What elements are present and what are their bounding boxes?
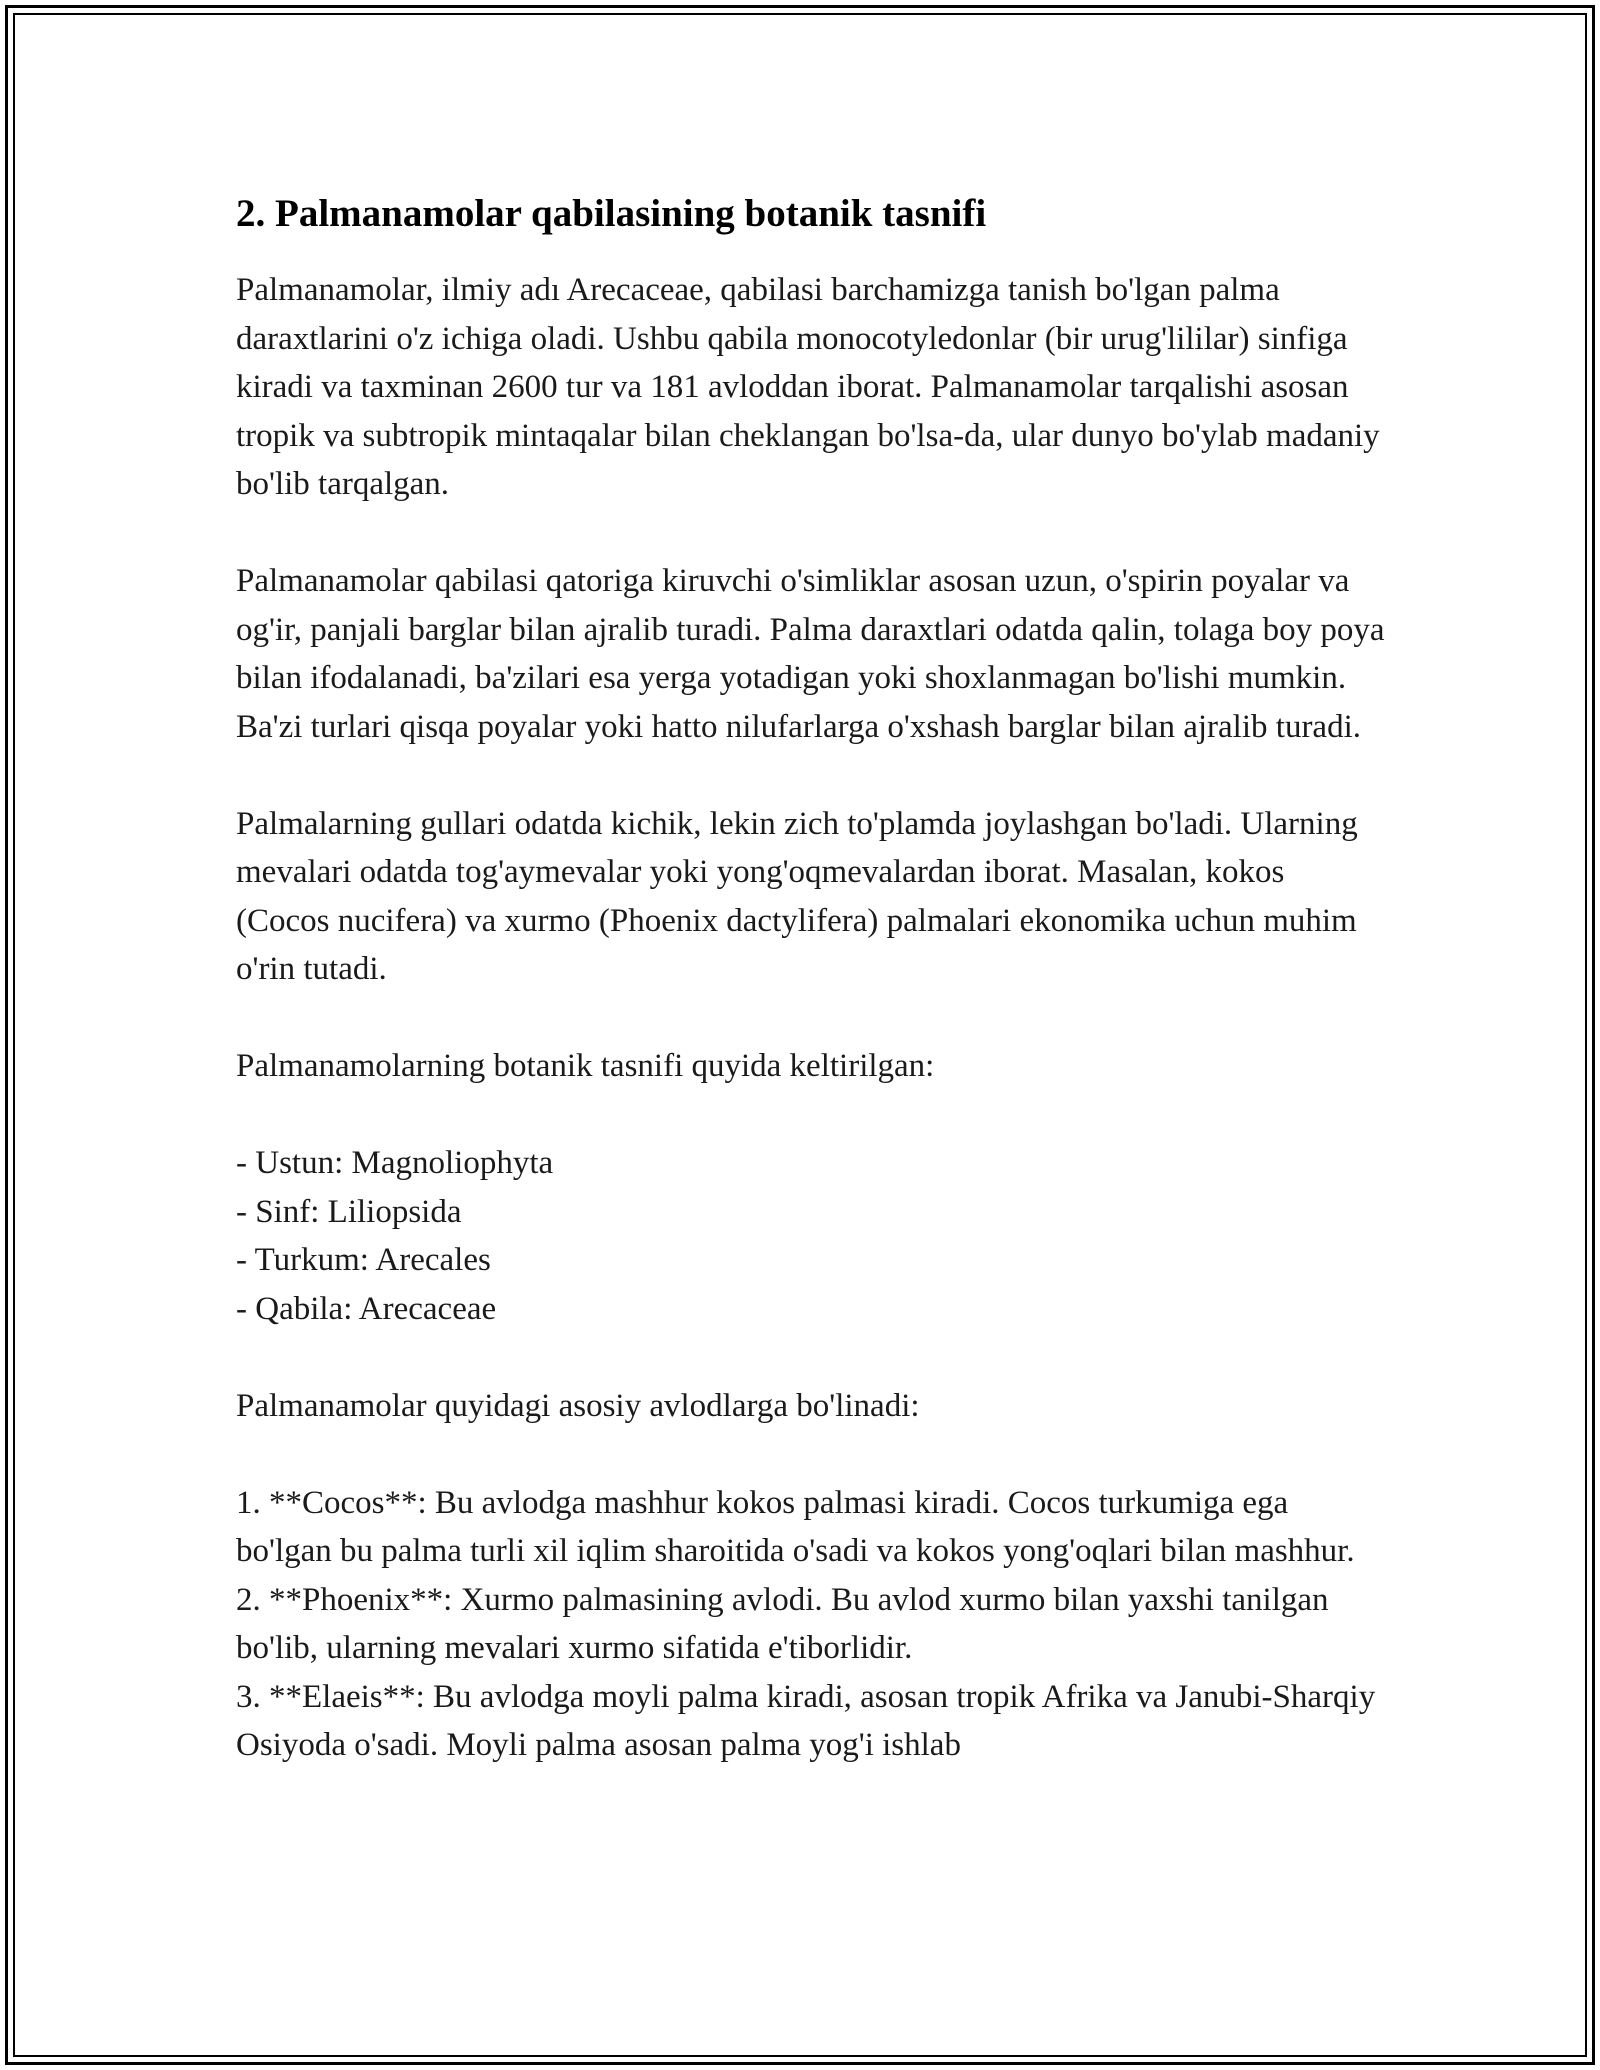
paragraph-classification-intro: Palmanamolarning botanik tasnifi quyida keltirilgan:: [236, 1048, 935, 1084]
paragraph-morphology: Palmanamolar qabilasi qatoriga kiruvchi o'simliklar asosan uzun, o'spirin poyalar va og'ir, panjali barglar bilan ajralib turadi. Palma daraxtlari odatda qalin, tolaga boy poya bilan ifodalanadi, ba'zilari esa yerga yotadigan yoki shoxlanmagan bo'lishi mumkin. Ba'zi turlari qisqa poyalar yoki hatto nilufarlarga o'xshash barglar bilan ajralib turadi.: [236, 563, 1385, 745]
classification-item: - Turkum: Arecales: [236, 1242, 491, 1278]
classification-item: - Qabila: Arecaceae: [236, 1290, 497, 1327]
paragraph-genera-intro: Palmanamolar quyidagi asosiy avlodlarga bo'linadi:: [236, 1387, 920, 1424]
paragraph-flowers-fruits: Palmalarning gullari odatda kichik, lekin zich to'plamda joylashgan bo'ladi. Ularning mevalari odatda tog'aymevalar yoki yong'oqmevalardan iborat. Masalan, kokos (Cocos nucifera) va xurmo (Phoenix dactylifera) palmalari ekonomika uchun muhim o'rin tutadi.: [236, 805, 1358, 987]
section-heading: 2. Palmanamolar qabilasining botanik tasnifi: [236, 192, 987, 235]
paragraph-intro: Palmanamolar, ilmiy adı Arecaceae, qabilasi barchamizga tanish bo'lgan palma daraxtlarini o'z ichiga oladi. Ushbu qabila monocotyledonlar (bir urug'lililar) sinfiga kiradi va taxminan 2600 tur va 181 avloddan iborat. Palmanamolar tarqalishi asosan tropik va subtropik mintaqalar bilan cheklangan bo'lsa-da, ular dunyo bo'ylab madaniy bo'lib tarqalgan.: [236, 272, 1380, 502]
classification-item: - Ustun: Magnoliophyta: [236, 1145, 554, 1181]
genus-item: 1. **Cocos**: Bu avlodga mashhur kokos palmasi kiradi. Cocos turkumiga ega bo'lgan bu palma turli xil iqlim sharoitida o'sadi va kokos yong'oqlari bilan mashhur.: [236, 1484, 1355, 1569]
classification-item: - Sinf: Liliopsida: [236, 1193, 462, 1230]
genera-list: [236, 1479, 1386, 1770]
classification-list: [236, 1139, 1386, 1333]
genus-item: 3. **Elaeis**: Bu avlodga moyli palma kiradi, asosan tropik Afrika va Janubi-Sharqiy Osiyoda o'sadi. Moyli palma asosan palma yog'i ishlab: [236, 1678, 1376, 1763]
genus-item: 2. **Phoenix**: Xurmo palmasining avlodi. Bu avlod xurmo bilan yaxshi tanilgan bo'lib, ularning mevalari xurmo sifatida e'tiborlidir.: [236, 1581, 1329, 1666]
document-body: [236, 188, 1386, 1770]
